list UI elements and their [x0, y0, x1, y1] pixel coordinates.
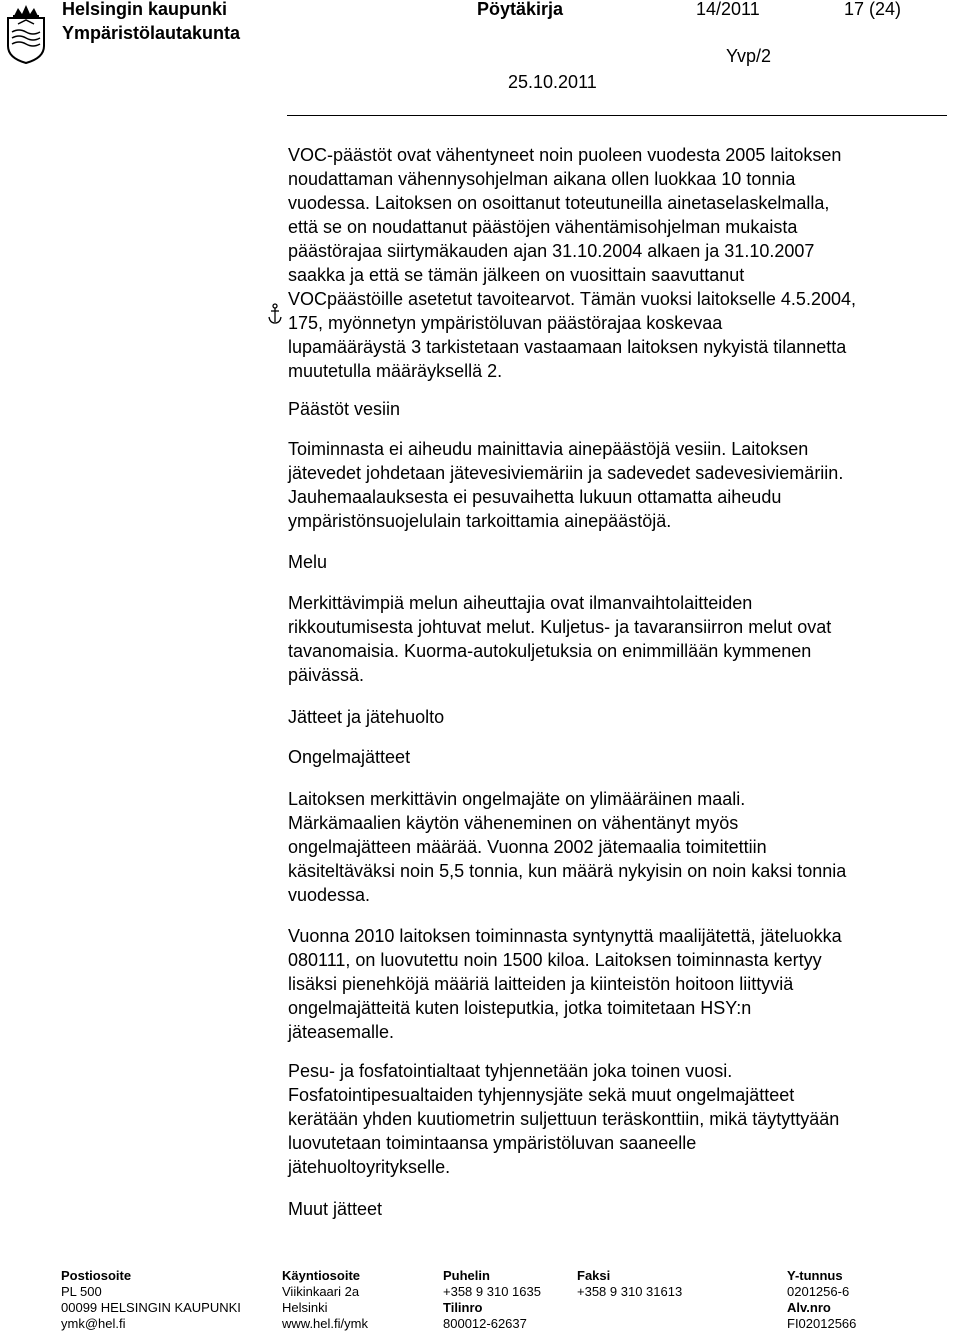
text-line: saakka ja että se tämän jälkeen on vuosittain saavuttanut — [288, 265, 745, 285]
footer-fax-label: Faksi — [577, 1268, 611, 1283]
text-line: noudattaman vähennysohjelman aikana ollen luokkaa 10 tonnia — [288, 169, 796, 189]
footer-phone-value: +358 9 310 1635 — [443, 1284, 541, 1299]
heading-other-waste: Muut jätteet — [288, 1199, 383, 1219]
text-line: VOCpäästöille asetetut tavoitearvot. Tämän vuoksi laitokselle 4.5.2004, — [288, 289, 856, 309]
text-line: lisäksi pienehköjä määriä laitteiden ja kiinteistön hoitoon liittyviä — [288, 974, 794, 994]
footer-website-link[interactable]: www.hel.fi/ymk — [282, 1316, 368, 1331]
header-rule — [287, 115, 947, 116]
footer-businessid-value: 0201256-6 — [787, 1284, 850, 1299]
footer-fax-value: +358 9 310 31613 — [577, 1284, 683, 1299]
text-line: ongelmajätteen määrää. Vuonna 2002 jätemaalia toimitettiin — [288, 837, 767, 857]
text-line: ympäristönsuojelulain tarkoittamia ainepäästöjä. — [288, 511, 672, 531]
heading-noise: Melu — [288, 552, 328, 572]
footer-vat-label: Alv.nro — [787, 1300, 831, 1315]
paragraph-water — [288, 437, 938, 533]
footer-email-link[interactable]: ymk@hel.fi — [61, 1316, 126, 1331]
text-line: VOC-päästöt ovat vähentyneet noin puoleen vuodesta 2005 laitoksen — [288, 145, 842, 165]
text-line: päivässä. — [288, 665, 365, 685]
text-line: Jauhemaalauksesta ei pesuvaihetta lukuun ottamatta aiheudu — [288, 487, 782, 507]
text-line: vuodessa. Laitoksen on osoittanut toteutuneilla ainetaselaskelmalla, — [288, 193, 830, 213]
footer-vat-value: FI02012566 — [787, 1316, 857, 1331]
footer-businessid-label: Y-tunnus — [787, 1268, 843, 1283]
footer-visit-street: Viikinkaari 2a — [282, 1284, 360, 1299]
section-code: Yvp/2 — [726, 46, 772, 66]
text-line: Toiminnasta ei aiheudu mainittavia ainepäästöjä vesiin. Laitoksen — [288, 439, 809, 459]
paragraph-noise — [288, 591, 938, 687]
meeting-number: 14/2011 — [696, 0, 760, 19]
text-line: vuodessa. — [288, 885, 371, 905]
text-line: tavanomaisia. Kuorma-autokuljetuksia on enimmillään kymmenen — [288, 641, 812, 661]
footer-postal-code: 00099 HELSINGIN KAUPUNKI — [61, 1300, 241, 1315]
text-line: Fosfatointipesualtaiden tyhjennysjäte sekä muut ongelmajätteet — [288, 1085, 795, 1105]
paragraph-hazardous-2 — [288, 924, 938, 1044]
text-line: ongelmajätteitä kuten loisteputkia, jotka toimitetaan HSY:n — [288, 998, 752, 1018]
text-line: jätehuoltoyritykselle. — [288, 1157, 451, 1177]
heading-waste: Jätteet ja jätehuolto — [288, 707, 445, 727]
text-line: päästörajaa siirtymäkauden ajan 31.10.2004 alkaen ja 31.10.2007 — [288, 241, 815, 261]
org-name: Helsingin kaupunki — [62, 0, 228, 19]
committee-name: Ympäristölautakunta — [62, 23, 241, 43]
text-line: Pesu- ja fosfatointialtaat tyhjennetään joka toinen vuosi. — [288, 1061, 733, 1081]
text-line: 080111, on luovutettu noin 1500 kiloa. Laitoksen toiminnasta kertyy — [288, 950, 822, 970]
meeting-date: 25.10.2011 — [508, 72, 597, 92]
paragraph-hazardous-1 — [288, 787, 938, 907]
text-line: Märkämaalien käytön väheneminen on vähentänyt myös — [288, 813, 739, 833]
document-type: Pöytäkirja — [477, 0, 564, 19]
footer-visit-label: Käyntiosoite — [282, 1268, 361, 1283]
text-line: lupamääräystä 3 tarkistetaan vastaamaan laitoksen nykyistä tilannetta — [288, 337, 847, 357]
text-line: Vuonna 2010 laitoksen toiminnasta syntynyttä maalijätettä, jäteluokka — [288, 926, 842, 946]
text-line: kerätään yhden kuutiometrin suljettuun teräskonttiin, mikä täytyttyään — [288, 1109, 840, 1129]
text-line: että se on noudattanut päästöjen vähentämisohjelman mukaista — [288, 217, 798, 237]
text-line: jätevedet johdetaan jätevesiviemäriin ja sadevedet sadevesiviemäriin. — [288, 463, 844, 483]
text-line: Laitoksen merkittävin ongelmajäte on ylimääräinen maali. — [288, 789, 746, 809]
text-line: luovutetaan toimintaansa ympäristöluvan saaneelle — [288, 1133, 697, 1153]
text-line: Merkittävimpiä melun aiheuttajia ovat ilmanvaihtolaitteiden — [288, 593, 753, 613]
footer-postal-label: Postiosoite — [61, 1268, 132, 1283]
text-line: käsiteltäväksi noin 5,5 tonnia, kun määrä nykyisin on noin kaksi tonnia — [288, 861, 847, 881]
anchor-icon — [267, 303, 283, 325]
footer-postal-box: PL 500 — [61, 1284, 102, 1299]
footer-account-value: 800012-62637 — [443, 1316, 527, 1331]
text-line: 175, myönnetyn ympäristöluvan päästörajaa koskevaa — [288, 313, 723, 333]
page-number: 17 (24) — [844, 0, 902, 19]
footer-visit-city: Helsinki — [282, 1300, 328, 1315]
text-line: jäteasemalle. — [288, 1022, 395, 1042]
footer-account-label: Tilinro — [443, 1300, 483, 1315]
heading-water-emissions: Päästöt vesiin — [288, 399, 401, 419]
text-line: muutetulla määräyksellä 2. — [288, 361, 503, 381]
paragraph-voc — [288, 143, 938, 383]
footer-phone-label: Puhelin — [443, 1268, 490, 1283]
heading-hazardous-waste: Ongelmajätteet — [288, 747, 411, 767]
helsinki-crest-icon — [4, 2, 48, 64]
paragraph-hazardous-3 — [288, 1059, 938, 1179]
text-line: rikkoutumisesta johtuvat melut. Kuljetus- ja tavaransiirron melut ovat — [288, 617, 832, 637]
